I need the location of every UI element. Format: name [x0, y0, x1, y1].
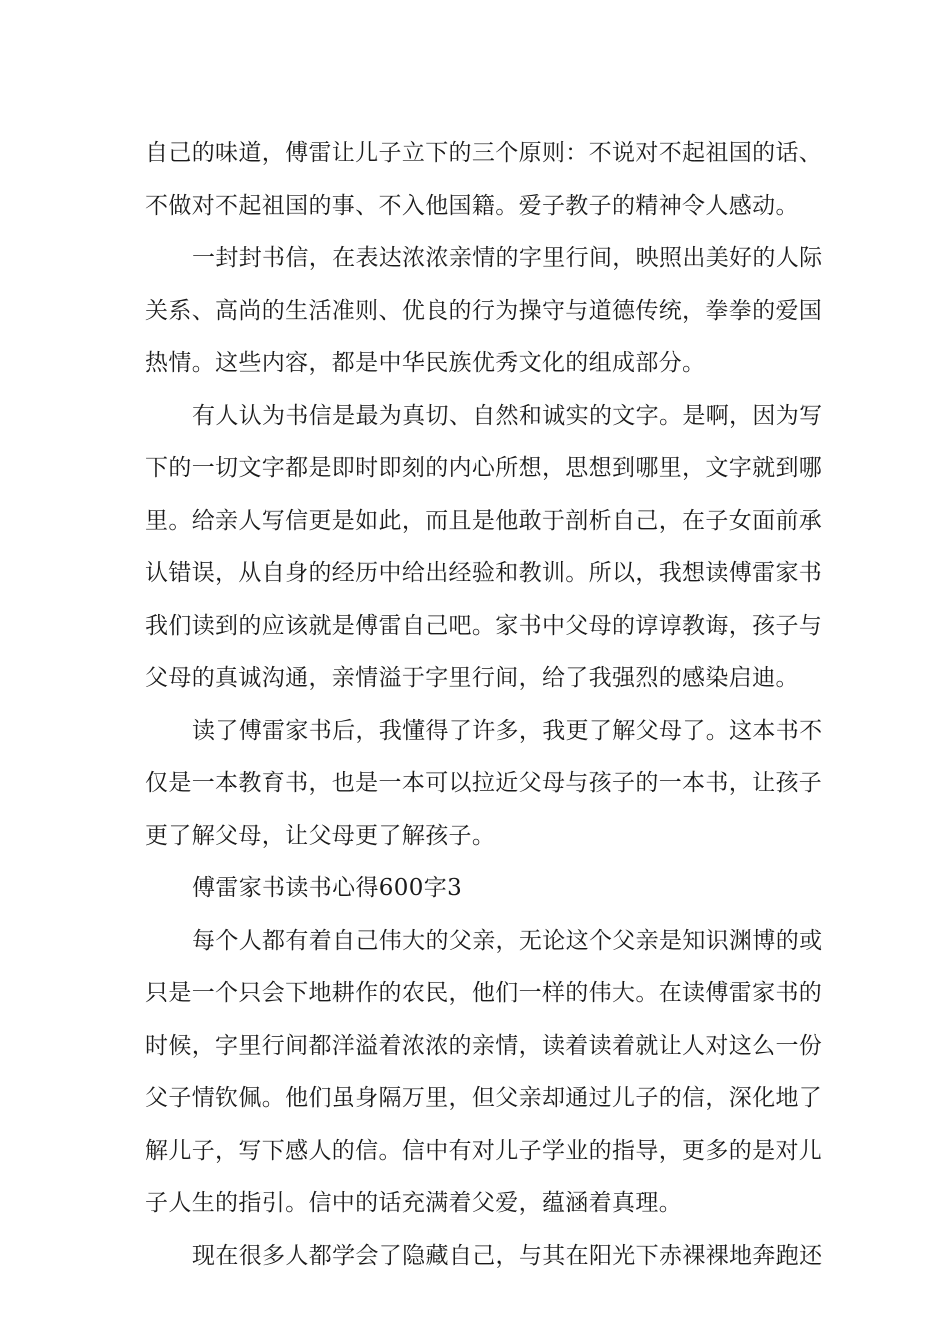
document-body — [145, 127, 823, 1282]
paragraph-start-line: 现在很多人都学会了隐藏自己，与其在阳光下赤裸裸地奔跑还 — [192, 1242, 823, 1269]
text-line: 时候，字里行间都洋溢着浓浓的亲情，读着读着就让人对这么一份 — [145, 1032, 823, 1059]
text-line: 认错误，从自身的经历中给出经验和教训。所以，我想读傅雷家书 — [145, 560, 823, 586]
text-line: 我们读到的应该就是傅雷自己吧。家书中父母的谆谆教诲，孩子与 — [145, 612, 823, 639]
section-heading: 傅雷家书读书心得600字3 — [192, 875, 463, 901]
paragraph-start-line: 有人认为书信是最为真切、自然和诚实的文字。是啊，因为写 — [192, 402, 823, 429]
text-line: 仅是一本教育书，也是一本可以拉近父母与孩子的一本书，让孩子 — [145, 770, 823, 796]
text-line: 解儿子，写下感人的信。信中有对儿子学业的指导，更多的是对儿 — [145, 1137, 823, 1164]
text-line: 父子情钦佩。他们虽身隔万里，但父亲却通过儿子的信，深化地了 — [145, 1085, 823, 1111]
text-line: 只是一个只会下地耕作的农民，他们一样的伟大。在读傅雷家书的 — [145, 980, 823, 1006]
paragraph-start-line: 读了傅雷家书后，我懂得了许多，我更了解父母了。这本书不 — [192, 717, 823, 744]
text-line: 自己的味道，傅雷让儿子立下的三个原则：不说对不起祖国的话、 — [145, 140, 823, 166]
paragraph-start-line: 每个人都有着自己伟大的父亲，无论这个父亲是知识渊博的或 — [192, 927, 823, 954]
text-line: 父母的真诚沟通，亲情溢于字里行间，给了我强烈的感染启迪。 — [145, 665, 799, 691]
paragraph-start-line: 一封封书信，在表达浓浓亲情的字里行间，映照出美好的人际 — [192, 245, 823, 271]
text-line: 里。给亲人写信更是如此，而且是他敢于剖析自己，在子女面前承 — [145, 507, 823, 534]
text-line: 不做对不起祖国的事、不入他国籍。爱子教子的精神令人感动。 — [145, 192, 799, 219]
text-line: 更了解父母，让父母更了解孩子。 — [145, 822, 496, 849]
text-line: 子人生的指引。信中的话充满着父爱，蕴涵着真理。 — [145, 1190, 683, 1216]
text-line: 关系、高尚的生活准则、优良的行为操守与道德传统，拳拳的爱国 — [145, 297, 823, 324]
text-line: 热情。这些内容，都是中华民族优秀文化的组成部分。 — [145, 350, 706, 376]
text-line: 下的一切文字都是即时即刻的内心所想，思想到哪里，文字就到哪 — [145, 455, 823, 481]
